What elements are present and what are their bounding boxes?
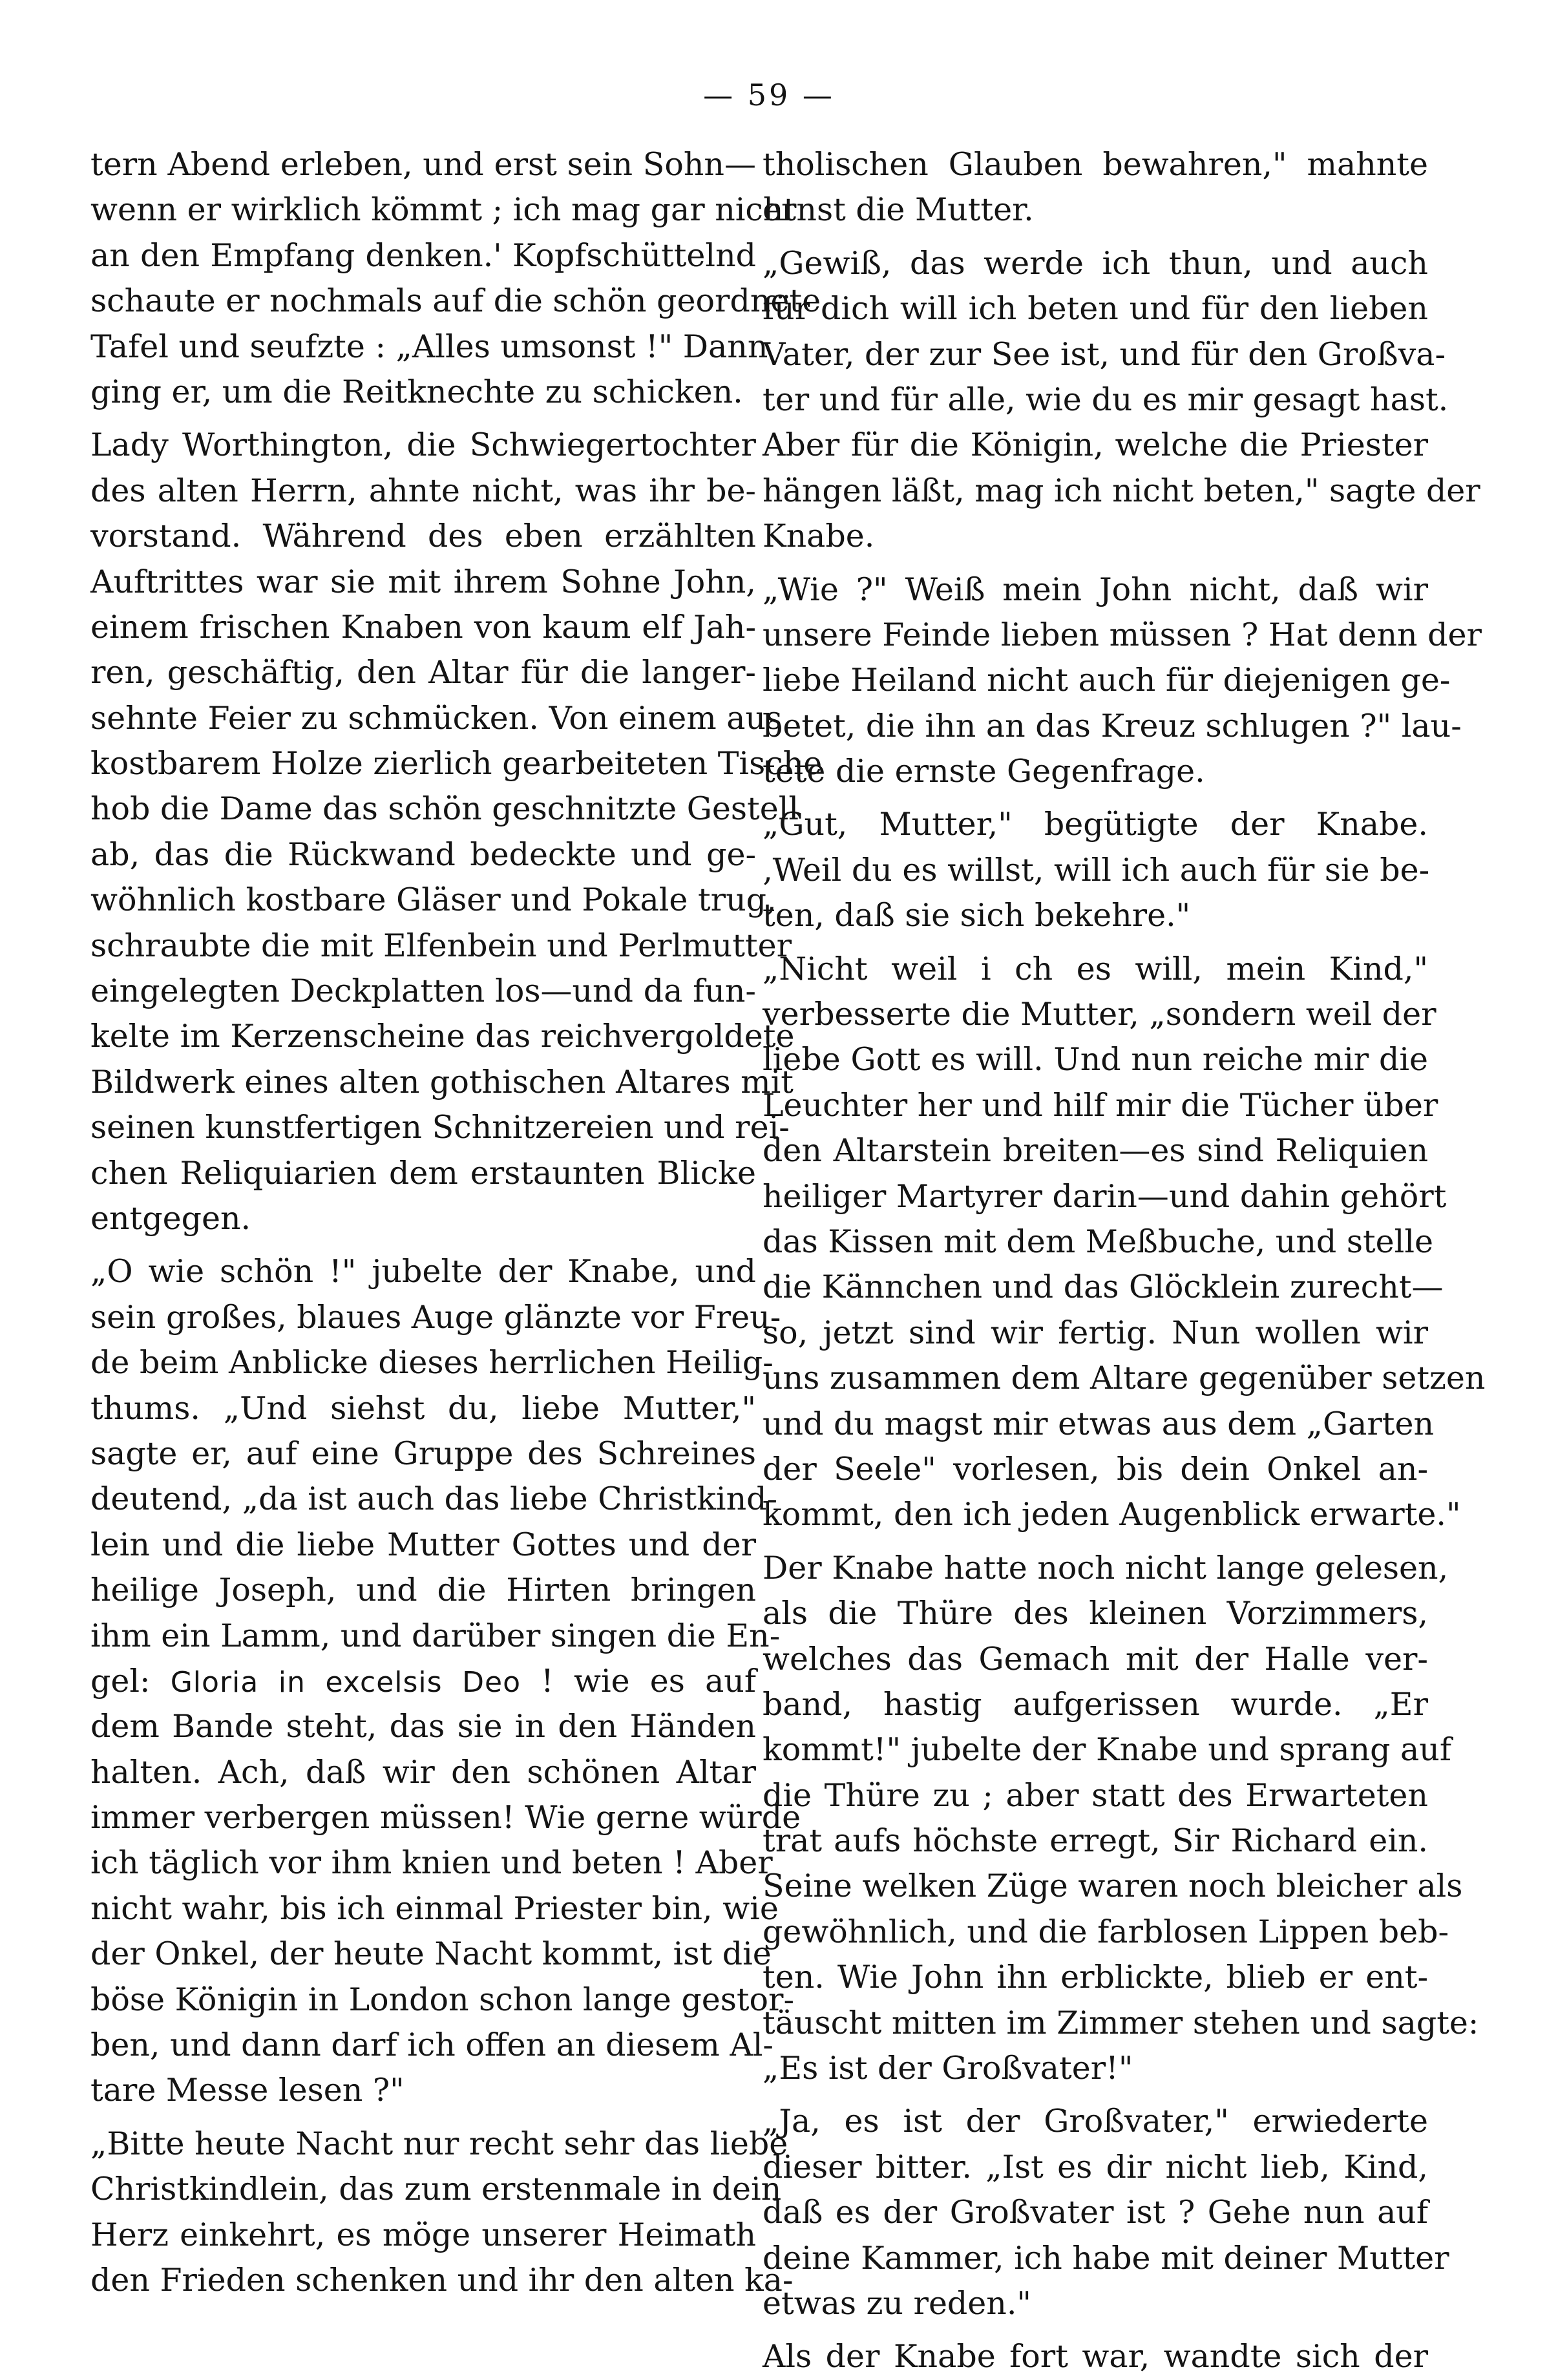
text-line: kostbarem Holze zierlich gearbeiteten Tische (90, 745, 823, 783)
text-line: ‚Weil du es willst, will ich auch für sie be- (763, 851, 1430, 889)
text-line: „Es ist der Großvater!" (763, 2050, 1133, 2087)
text-line: vorstand. Während des eben erzählten (90, 518, 756, 555)
text-line: kommt!" jubelte der Knabe und sprang auf (763, 1731, 1451, 1769)
text-line: betet, die ihn an das Kreuz schlugen ?" lau- (763, 707, 1462, 744)
text-line: Lady Worthington, die Schwiegertochter (90, 427, 756, 464)
text-line: liebe Heiland nicht auch für diejenigen ge- (763, 662, 1451, 699)
text-line: „Gut, Mutter," begütigte der Knabe. (763, 806, 1428, 843)
text-line: „Wie ?" Weiß mein John nicht, daß wir (763, 571, 1428, 608)
text-line: kelte im Kerzenscheine das reichvergoldete (90, 1018, 795, 1055)
text-line: unsere Feinde lieben müssen ? Hat denn der (763, 616, 1482, 653)
text-line: etwas zu reden." (763, 2284, 1031, 2322)
text-line: daß es der Großvater ist ? Gehe nun auf (763, 2194, 1428, 2231)
text-line: gewöhnlich, und die farblosen Lippen beb- (763, 1913, 1449, 1950)
text-line: eingelegten Deckplatten los—und da fun- (90, 973, 756, 1010)
text-line: hängen läßt, mag ich nicht beten," sagte der (763, 472, 1480, 509)
text-segment: gel: (90, 1662, 171, 1700)
text-line (90, 1659, 756, 1704)
text-line: tare Messe lesen ?" (90, 2072, 405, 2109)
text-line: ihm ein Lamm, und darüber singen die En- (90, 1617, 781, 1654)
text-line: heiliger Martyrer darin—und dahin gehört (763, 1177, 1447, 1215)
text-line: als die Thüre des kleinen Vorzimmers, (763, 1595, 1428, 1632)
text-line: Seine welken Züge waren noch bleicher als (763, 1868, 1463, 1905)
text-line: Der Knabe hatte noch nicht lange gelesen, (763, 1549, 1449, 1586)
text-line: chen Reliquiarien dem erstaunten Blicke (90, 1154, 756, 1192)
text-line: seinen kunstfertigen Schnitzereien und rei- (90, 1109, 790, 1146)
text-line: ten, daß sie sich bekehre." (763, 897, 1191, 934)
text-line: welches das Gemach mit der Halle ver- (763, 1640, 1428, 1678)
text-line: liebe Gott es will. Und nun reiche mir die (763, 1041, 1428, 1079)
text-line: Herz einkehrt, es möge unserer Heimath (90, 2216, 756, 2253)
left-text-column (90, 142, 823, 2303)
text-line: schaute er nochmals auf die schön geordnete (90, 282, 821, 320)
text-line: entgegen. (90, 1199, 251, 1237)
text-line: uns zusammen dem Altare gegenüber setzen (763, 1360, 1486, 1397)
text-line: tete die ernste Gegenfrage. (763, 753, 1205, 790)
text-line: für dich will ich beten und für den lieben (763, 290, 1428, 328)
right-text-column (763, 142, 1486, 2380)
text-line: halten. Ach, daß wir den schönen Altar (90, 1753, 756, 1791)
text-line: Tafel und seufzte : „Alles umsonst !" Dann (90, 328, 768, 365)
text-line: immer verbergen müssen! Wie gerne würde (90, 1799, 801, 1837)
text-line: den Frieden schenken und ihr den alten ka- (90, 2261, 794, 2299)
text-line: ben, und dann darf ich offen an diesem Al- (90, 2027, 774, 2064)
text-line: nicht wahr, bis ich einmal Priester bin, wie (90, 1890, 779, 1927)
text-line: deutend, „da ist auch das liebe Christkind- (90, 1480, 778, 1518)
text-line: „O wie schön !" jubelte der Knabe, und (90, 1253, 756, 1290)
text-line: Knabe. (763, 518, 875, 555)
text-line: ten. Wie John ihn erblickte, blieb er ent- (763, 1959, 1428, 1996)
text-line: „Bitte heute Nacht nur recht sehr das liebe (90, 2125, 788, 2162)
text-line: tholischen Glauben bewahren," mahnte (763, 146, 1428, 183)
text-line: dieser bitter. „Ist es dir nicht lieb, Kind, (763, 2148, 1428, 2185)
text-line: ging er, um die Reitknechte zu schicken. (90, 373, 743, 410)
text-line: Bildwerk eines alten gothischen Altares mit (90, 1063, 794, 1100)
page-number: — 59 — (703, 78, 835, 112)
text-segment: ! wie es auf (521, 1662, 756, 1700)
text-line: trat aufs höchste erregt, Sir Richard ein. (763, 1822, 1428, 1860)
text-line: Christkindlein, das zum erstenmale in dein (90, 2171, 782, 2208)
text-line: „Nicht weil i ch es will, mein Kind," (763, 950, 1428, 987)
text-line: des alten Herrn, ahnte nicht, was ihr be- (90, 472, 756, 509)
text-line: den Altarstein breiten—es sind Reliquien (763, 1132, 1428, 1170)
text-line: de beim Anblicke dieses herrlichen Heilig- (90, 1344, 774, 1382)
text-line: Aber für die Königin, welche die Priester (763, 427, 1428, 464)
text-line: band, hastig aufgerissen wurde. „Er (763, 1685, 1428, 1723)
text-line: lein und die liebe Mutter Gottes und der (90, 1526, 756, 1563)
text-line: die Kännchen und das Glöcklein zurecht— (763, 1269, 1444, 1306)
text-line: ter und für alle, wie du es mir gesagt hast. (763, 381, 1449, 418)
text-line: und du magst mir etwas aus dem „Garten (763, 1405, 1435, 1442)
text-line: Als der Knabe fort war, wandte sich der (763, 2338, 1428, 2375)
text-line: täuscht mitten im Zimmer stehen und sagte: (763, 2004, 1479, 2041)
text-line: der Seele" vorlesen, bis dein Onkel an- (763, 1450, 1428, 1488)
text-line: „Ja, es ist der Großvater," erwiederte (763, 2103, 1428, 2140)
text-line: die Thüre zu ; aber statt des Erwarteten (763, 1776, 1428, 1814)
text-line: „Gewiß, das werde ich thun, und auch (763, 244, 1428, 282)
text-line: wenn er wirklich kömmt ; ich mag gar nicht (90, 191, 797, 229)
text-line: kommt, den ich jeden Augenblick erwarte." (763, 1496, 1461, 1533)
text-line: der Onkel, der heute Nacht kommt, ist die (90, 1935, 772, 1973)
text-line: an den Empfang denken.' Kopfschüttelnd (90, 237, 756, 274)
text-line: ich täglich vor ihm knien und beten ! Aber (90, 1844, 773, 1882)
text-line: ab, das die Rückwand bedeckte und ge- (90, 836, 756, 873)
text-line: Auftrittes war sie mit ihrem Sohne John, (90, 563, 756, 600)
text-line: das Kissen mit dem Meßbuche, und stelle (763, 1223, 1434, 1260)
text-line: sehnte Feier zu schmücken. Von einem aus (90, 699, 783, 737)
text-line: dem Bande steht, das sie in den Händen (90, 1708, 756, 1745)
text-line: ren, geschäftig, den Altar für die langer- (90, 654, 756, 691)
text-line: schraubte die mit Elfenbein und Perlmutter (90, 927, 792, 964)
text-line: wöhnlich kostbare Gläser und Pokale trug, (90, 881, 777, 919)
text-line: Leuchter her und hilf mir die Tücher über (763, 1086, 1438, 1124)
text-line: einem frischen Knaben von kaum elf Jah- (90, 608, 756, 646)
latin-phrase: Gloria in excelsis Deo (170, 1665, 521, 1699)
text-line: ernst die Mutter. (763, 191, 1034, 229)
text-line: tern Abend erleben, und erst sein Sohn— (90, 146, 756, 183)
text-line: sein großes, blaues Auge glänzte vor Freu- (90, 1298, 781, 1336)
text-line: Vater, der zur See ist, und für den Großva- (763, 335, 1446, 373)
text-line: heilige Joseph, und die Hirten bringen (90, 1572, 756, 1609)
text-line: sagte er, auf eine Gruppe des Schreines (90, 1435, 756, 1472)
text-line: verbesserte die Mutter, „sondern weil der (763, 996, 1436, 1033)
text-line: böse Königin in London schon lange gestor- (90, 1981, 795, 2018)
text-line: deine Kammer, ich habe mit deiner Mutter (763, 2239, 1449, 2277)
text-line: hob die Dame das schön geschnitzte Gestell (90, 790, 799, 828)
text-line: thums. „Und siehst du, liebe Mutter," (90, 1389, 756, 1427)
text-line: so, jetzt sind wir fertig. Nun wollen wir (763, 1314, 1428, 1351)
